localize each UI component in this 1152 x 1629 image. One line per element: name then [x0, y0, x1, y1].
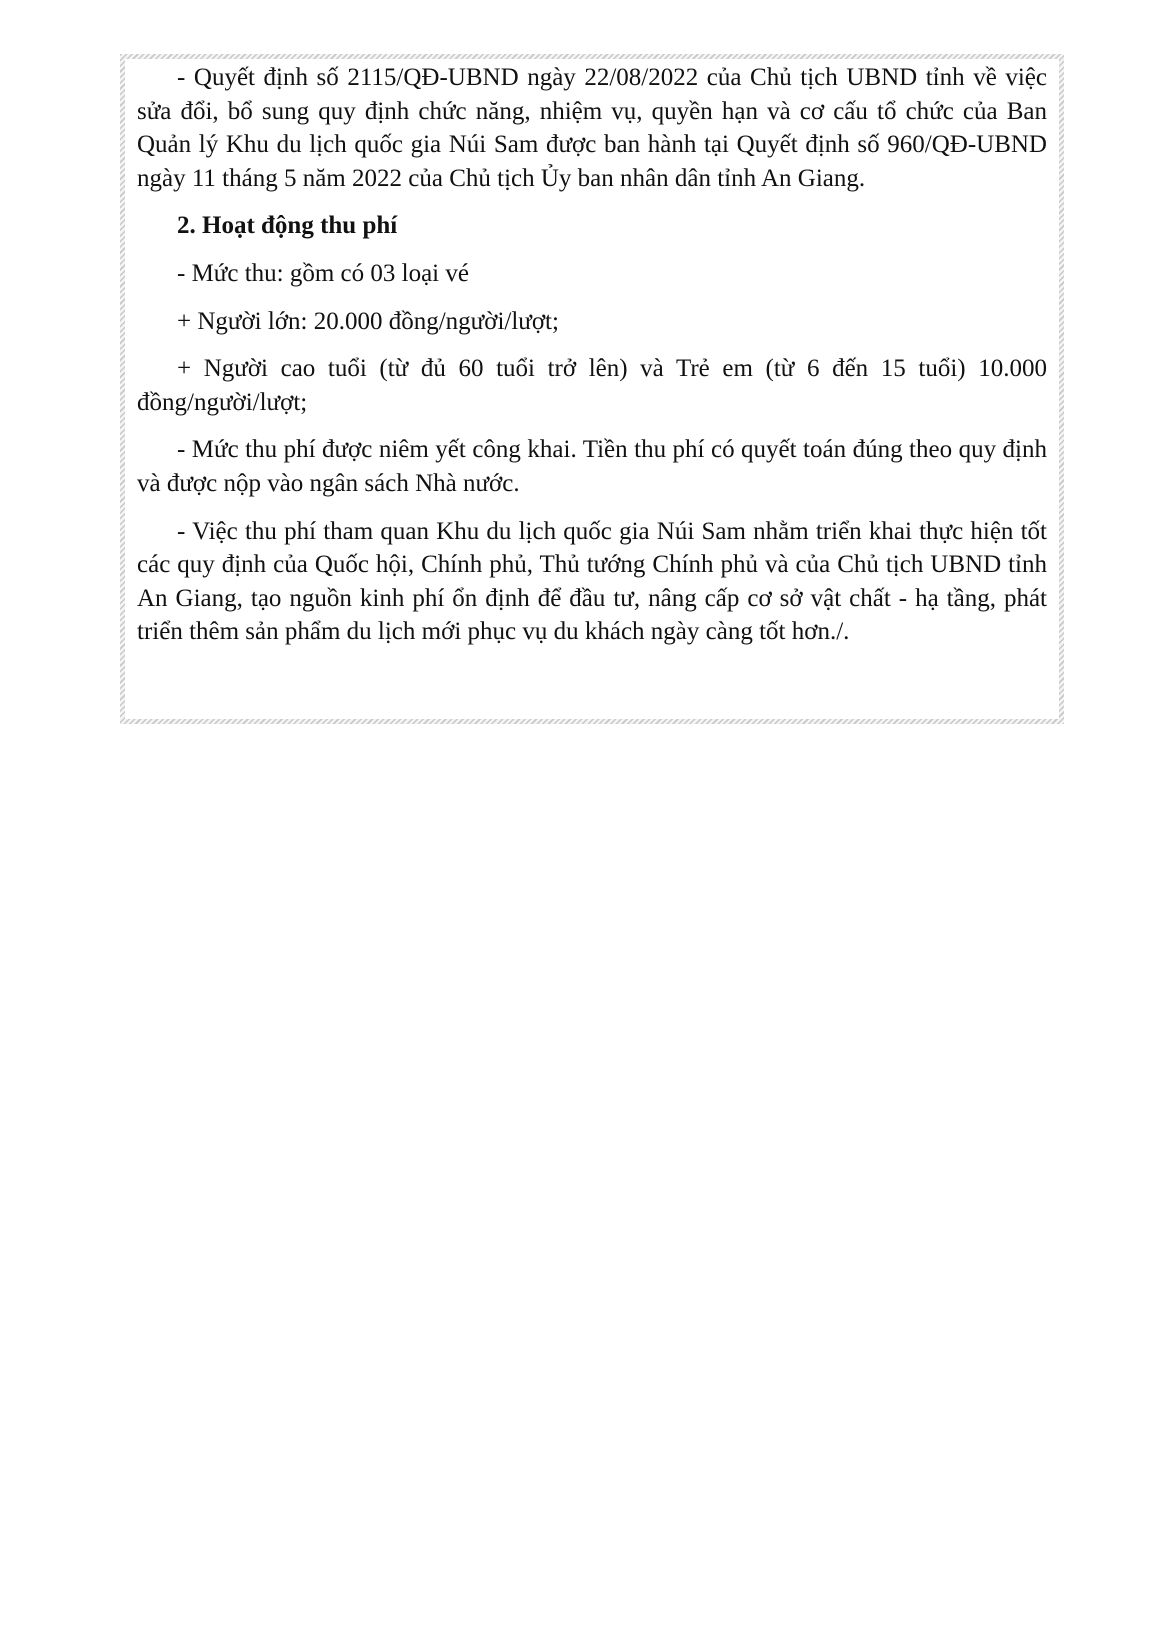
text-box-content [125, 59, 1059, 719]
paragraph-adult-fee: + Người lớn: 20.000 đồng/người/lượt; [177, 307, 559, 335]
bordered-text-box [120, 54, 1064, 724]
section-heading-fee-activity: 2. Hoạt động thu phí [177, 212, 398, 240]
paragraph-fee-levels: - Mức thu: gồm có 03 loại vé [177, 259, 469, 287]
paragraph-decision-2115: - Quyết định số 2115/QĐ-UBND ngày 22/08/2022 của Chủ tịch UBND tỉnh về việc sửa đổi, bổ sung quy định chức năng, nhiệm vụ, quyền hạn và cơ cấu tổ chức của Ban Quản lý Khu du lịch quốc gia Núi Sam được ban hành tại Quyết định số 960/QĐ-UBND ngày 11 tháng 5 năm 2022 của Chủ tịch Ủy ban nhân dân tỉnh An Giang. [137, 64, 1047, 192]
paragraph-fee-publicity: - Mức thu phí được niêm yết công khai. Tiền thu phí có quyết toán đúng theo quy định và được nộp vào ngân sách Nhà nước. [137, 436, 1047, 497]
paragraph-fee-purpose: - Việc thu phí tham quan Khu du lịch quốc gia Núi Sam nhằm triển khai thực hiện tốt các quy định của Quốc hội, Chính phủ, Thủ tướng Chính phủ và của Chủ tịch UBND tỉnh An Giang, tạo nguồn kinh phí ổn định để đầu tư, nâng cấp cơ sở vật chất - hạ tầng, phát triển thêm sản phẩm du lịch mới phục vụ du khách ngày càng tốt hơn./. [137, 517, 1047, 646]
paragraph-elderly-child-fee: + Người cao tuổi (từ đủ 60 tuổi trở lên) và Trẻ em (từ 6 đến 15 tuổi) 10.000 đồng/người/lượt; [137, 355, 1047, 416]
